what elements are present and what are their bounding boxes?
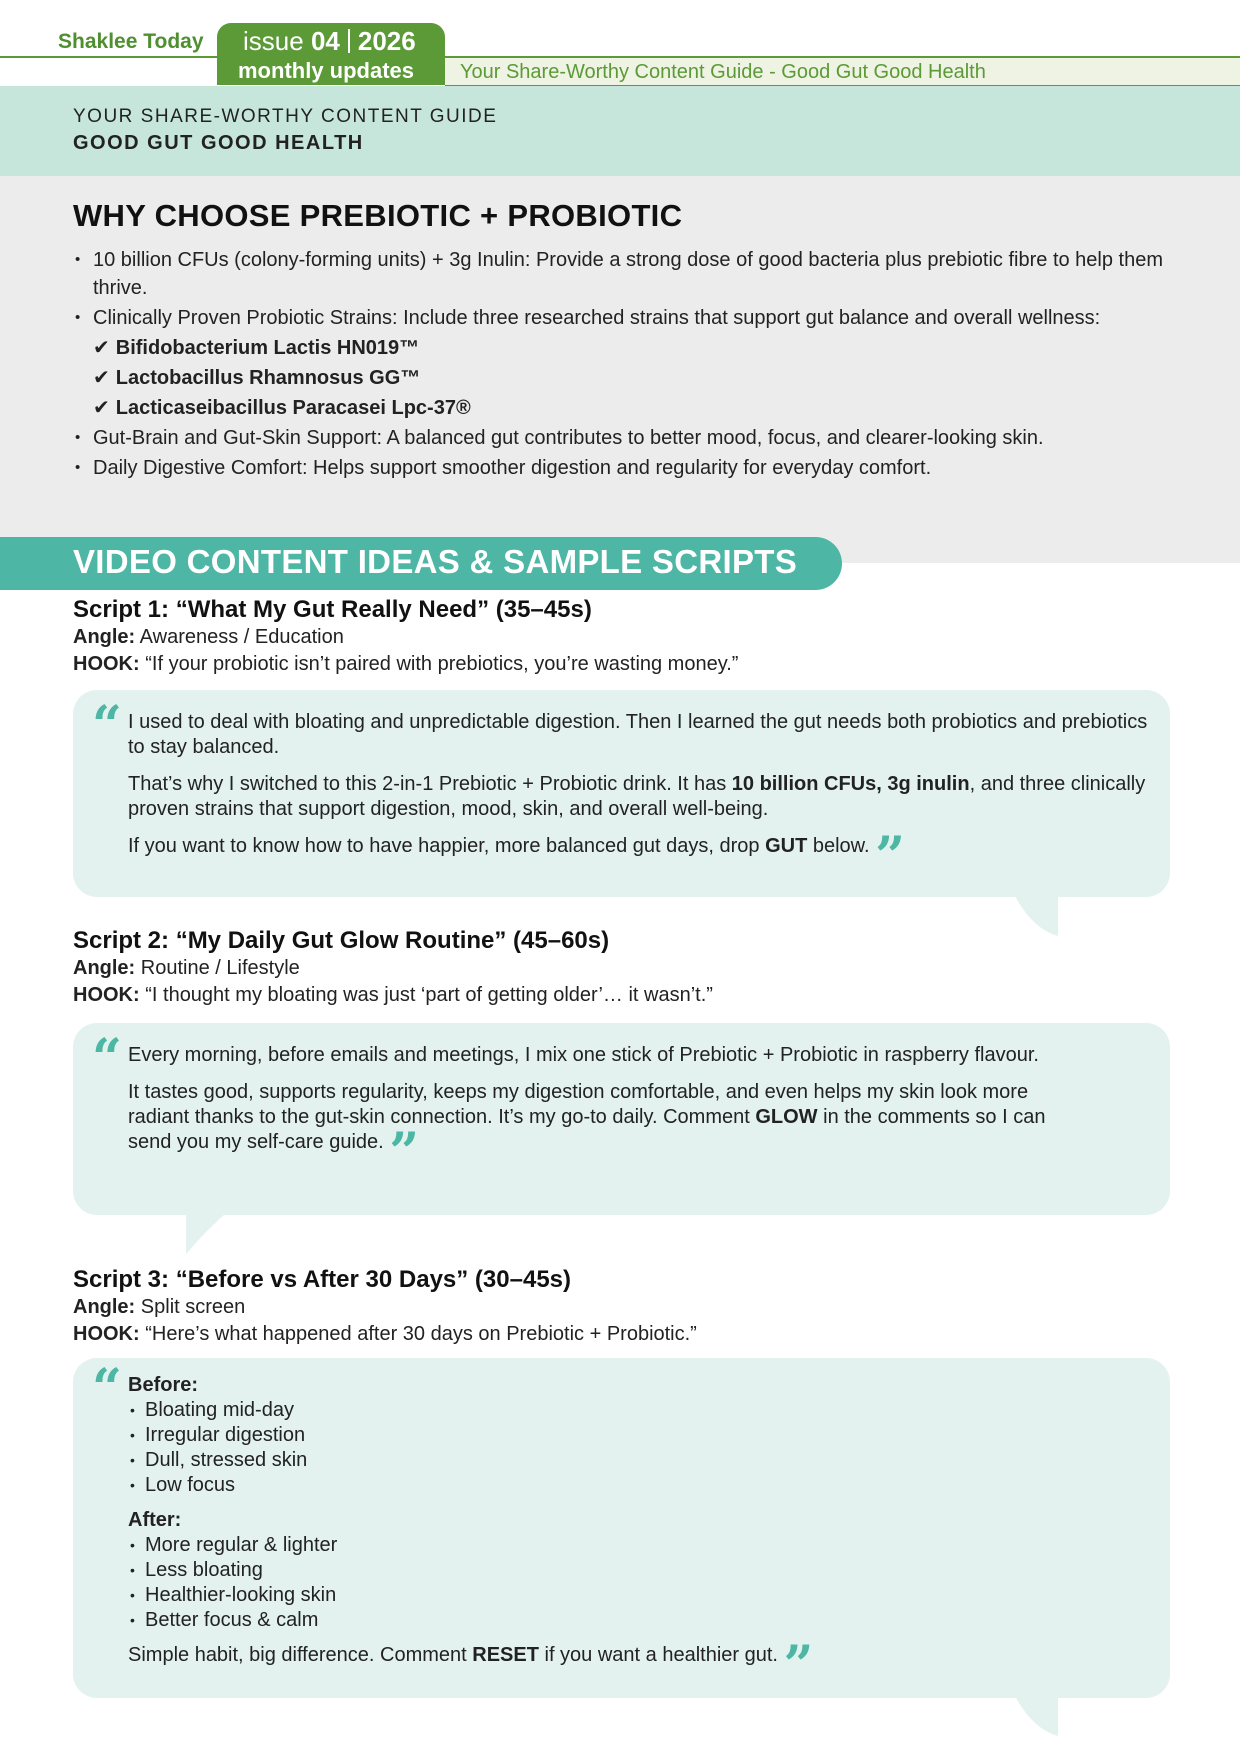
video-section-title: VIDEO CONTENT IDEAS & SAMPLE SCRIPTS xyxy=(73,543,798,580)
text-run: if you want a healthier gut. xyxy=(538,1644,778,1666)
list-item: • Healthier-looking skin xyxy=(128,1583,1148,1608)
angle-value: Split screen xyxy=(140,1296,246,1318)
strain-name: Lactobacillus Rhamnosus GG™ xyxy=(115,367,421,389)
text-run: If you want to know how to have happier, more balanced gut days, drop xyxy=(128,835,766,857)
guide-subtitle: YOUR SHARE-WORTHY CONTENT GUIDE xyxy=(73,106,498,127)
list-item: • Gut-Brain and Gut-Skin Support: A balanced gut contributes to better mood, focus, and clearer-looking skin. xyxy=(73,424,1183,452)
script-3-angle xyxy=(73,1296,245,1319)
header-tagline: Your Share-Worthy Content Guide - Good Gut Good Health xyxy=(460,61,986,83)
angle-label: Angle: xyxy=(73,1296,136,1318)
keyword-reset: RESET xyxy=(472,1644,539,1666)
before-heading: Before: xyxy=(128,1374,199,1396)
script-3-body xyxy=(128,1373,1148,1696)
hook-label: HOOK: xyxy=(73,1323,140,1345)
strain-item xyxy=(73,394,1183,422)
before-list xyxy=(128,1398,1148,1498)
script-paragraph xyxy=(128,826,1148,887)
text-run: Simple habit, big difference. Comment xyxy=(128,1644,473,1666)
script-paragraph xyxy=(128,1635,1148,1696)
list-item: • Clinically Proven Probiotic Strains: Include three researched strains that support gut balance and overall wellness: xyxy=(73,304,1183,332)
after-list xyxy=(128,1533,1148,1633)
text-run: in the comments so I can send you my self-care guide. xyxy=(128,1106,1046,1153)
close-quote-icon: ” xyxy=(875,826,906,887)
script-1-hook xyxy=(73,653,738,676)
monthly-updates-label: monthly updates xyxy=(238,58,415,83)
issue-year: 2026 xyxy=(357,26,416,56)
script-3-title: Script 3: “Before vs After 30 Days” (30–45s) xyxy=(73,1266,571,1293)
list-item: • Irregular digestion xyxy=(128,1423,1148,1448)
hook-label: HOOK: xyxy=(73,984,140,1006)
issue-separator xyxy=(348,29,350,53)
text-run: , and three clinically proven strains that support digestion, mood, skin, and overall well-being. xyxy=(128,773,1146,820)
script-1-bubble-tail xyxy=(1012,890,1058,936)
list-item: • Low focus xyxy=(128,1473,1148,1498)
keyword-glow: GLOW xyxy=(755,1106,818,1128)
script-paragraph xyxy=(128,1080,1068,1183)
brand-name: Shaklee Today xyxy=(58,30,204,53)
list-item: • Better focus & calm xyxy=(128,1608,1148,1633)
keyword-gut: GUT xyxy=(765,835,808,857)
script-paragraph: Every morning, before emails and meetings, I mix one stick of Prebiotic + Probiotic in raspberry flavour. xyxy=(128,1044,1039,1066)
open-quote-icon: “ xyxy=(92,695,122,756)
hook-label: HOOK: xyxy=(73,653,140,675)
script-3-hook xyxy=(73,1323,697,1346)
text-run: It tastes good, supports regularity, keeps my digestion comfortable, and even helps my skin look more radiant thanks to the gut-skin connection. It’s my go-to daily. Comment xyxy=(128,1081,1029,1128)
script-2-body xyxy=(128,1043,1068,1183)
text-run: below. xyxy=(807,835,870,857)
list-item: • 10 billion CFUs (colony-forming units) + 3g Inulin: Provide a strong dose of good bacteria plus prebiotic fibre to help them thrive. xyxy=(73,246,1183,302)
check-icon: ✔ xyxy=(93,337,110,359)
angle-label: Angle: xyxy=(73,626,136,648)
after-heading: After: xyxy=(128,1509,182,1531)
hook-value: “Here’s what happened after 30 days on Prebiotic + Probiotic.” xyxy=(145,1323,697,1345)
issue-label xyxy=(243,26,416,57)
list-item: • More regular & lighter xyxy=(128,1533,1148,1558)
open-quote-icon: “ xyxy=(92,1358,122,1419)
strain-name: Bifidobacterium Lactis HN019™ xyxy=(115,337,420,359)
list-item: • Less bloating xyxy=(128,1558,1148,1583)
list-item: • Daily Digestive Comfort: Helps support smoother digestion and regularity for everyday comfort. xyxy=(73,454,1183,482)
angle-value: Awareness / Education xyxy=(139,626,344,648)
script-2-angle xyxy=(73,957,300,980)
close-quote-icon: ” xyxy=(783,1635,814,1696)
issue-number: 04 xyxy=(310,26,340,56)
why-choose-heading: WHY CHOOSE PREBIOTIC + PROBIOTIC xyxy=(73,198,683,233)
strain-item xyxy=(73,334,1183,362)
strain-name: Lacticaseibacillus Paracasei Lpc-37® xyxy=(115,397,471,419)
list-item: • Bloating mid-day xyxy=(128,1398,1148,1423)
script-1-title: Script 1: “What My Gut Really Need” (35–45s) xyxy=(73,596,592,623)
close-quote-icon: ” xyxy=(389,1122,420,1183)
hook-value: “I thought my bloating was just ‘part of getting older’… it wasn’t.” xyxy=(145,984,713,1006)
hook-value: “If your probiotic isn’t paired with prebiotics, you’re wasting money.” xyxy=(145,653,739,675)
script-2-bubble-tail xyxy=(186,1208,232,1254)
list-item: • Dull, stressed skin xyxy=(128,1448,1148,1473)
script-1-angle xyxy=(73,626,344,649)
script-2-title: Script 2: “My Daily Gut Glow Routine” (45–60s) xyxy=(73,927,610,954)
text-run: That’s why I switched to this 2-in-1 Prebiotic + Probiotic drink. It has xyxy=(128,773,732,795)
script-1-body xyxy=(128,710,1148,887)
why-choose-list xyxy=(73,246,1183,484)
guide-title: GOOD GUT GOOD HEALTH xyxy=(73,132,364,154)
strain-item xyxy=(73,364,1183,392)
check-icon: ✔ xyxy=(93,397,110,419)
issue-word: issue xyxy=(243,26,304,56)
bold-text: 10 billion CFUs, 3g inulin xyxy=(731,773,970,795)
angle-label: Angle: xyxy=(73,957,136,979)
open-quote-icon: “ xyxy=(92,1028,122,1089)
angle-value: Routine / Lifestyle xyxy=(140,957,300,979)
script-paragraph xyxy=(128,772,1148,822)
script-2-hook xyxy=(73,984,713,1007)
script-paragraph: I used to deal with bloating and unpredictable digestion. Then I learned the gut needs both probiotics and prebiotics to stay balanced. xyxy=(128,711,1148,758)
check-icon: ✔ xyxy=(93,367,110,389)
script-3-bubble-tail xyxy=(1012,1690,1058,1736)
guide-title-band xyxy=(0,86,1240,176)
